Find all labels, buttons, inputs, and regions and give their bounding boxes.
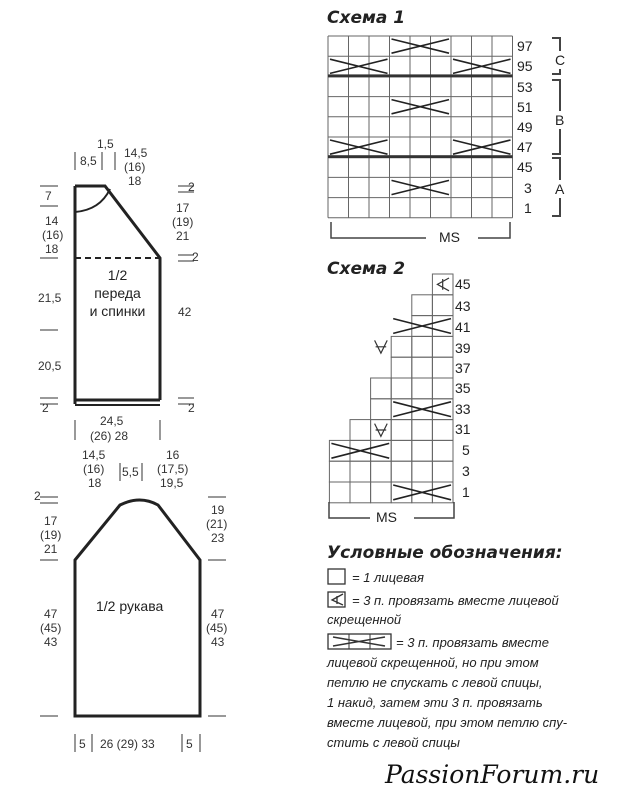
scheme2-row-31: 31: [455, 421, 471, 437]
sleeve-left-v6: (45): [40, 621, 62, 635]
sleeve-top-f: (17,5): [157, 462, 189, 476]
front-label-line2: переда: [94, 285, 141, 301]
front-right-v6: 42: [178, 305, 192, 319]
legend-item2-line1: = 3 п. провязать вместе лицевой: [352, 593, 559, 608]
sleeve-bottom-b: 26 (29) 33: [100, 737, 155, 751]
sleeve-right-v3: 23: [211, 531, 225, 545]
cross-stitch-icon: [327, 633, 393, 651]
front-bottom-b: (26) 28: [90, 429, 129, 443]
front-right-v5: 2: [192, 250, 199, 264]
front-left-v4: 18: [45, 242, 59, 256]
scheme2-row-33: 33: [455, 401, 471, 417]
legend-item3-line5: вместе лицевой, при этом петлю спу-: [327, 715, 568, 730]
scheme2-ms: MS: [376, 509, 397, 525]
front-right-v1: 2: [188, 180, 195, 194]
sleeve-left-v2: 17: [44, 514, 58, 528]
scheme2-row-3: 3: [462, 463, 470, 479]
front-left-v2: 14: [45, 214, 59, 228]
front-right-v3: (19): [172, 215, 194, 229]
sleeve-top-e: 16: [166, 448, 180, 462]
scheme2-row-5: 5: [462, 442, 470, 458]
sleeve-left-v1: 2: [34, 489, 41, 503]
front-bottom-a: 24,5: [100, 414, 124, 428]
scheme1-row-95: 95: [517, 58, 533, 74]
scheme1-row-49: 49: [517, 119, 533, 135]
sleeve-top-g: 19,5: [160, 476, 184, 490]
scheme2-row-1: 1: [462, 484, 470, 500]
sleeve-top-a: 14,5: [82, 448, 106, 462]
front-top-e: 18: [128, 174, 142, 188]
sleeve-left-v5: 47: [44, 607, 58, 621]
sleeve-label: 1/2 рукава: [96, 598, 164, 614]
scheme2-row-37: 37: [455, 360, 471, 376]
front-top-a: 1,5: [97, 137, 114, 151]
sleeve-left-v3: (19): [40, 528, 62, 542]
legend-item3-line4: 1 накид, затем эти 3 п. провязать: [327, 695, 543, 710]
scheme2-row-39: 39: [455, 340, 471, 356]
scheme1-row-3: 3: [524, 180, 532, 196]
legend-item3-line1: = 3 п. провязать вместе: [396, 635, 549, 650]
scheme1-row-45: 45: [517, 159, 533, 175]
front-right-v7: 2: [188, 401, 195, 415]
legend-title: Условные обозначения:: [327, 543, 563, 563]
sleeve-left-v7: 43: [44, 635, 58, 649]
scheme1-row-1: 1: [524, 200, 532, 216]
legend-item2-line2: скрещенной: [327, 612, 402, 627]
front-top-b: 8,5: [80, 154, 97, 168]
front-left-v3: (16): [42, 228, 64, 242]
sleeve-bottom-c: 5: [186, 737, 193, 751]
scheme1-section-c: C: [555, 52, 566, 68]
front-right-v4: 21: [176, 229, 190, 243]
k3tog-tbl-icon: [327, 591, 347, 609]
sleeve-right-v4: 47: [211, 607, 225, 621]
front-top-c: 14,5: [124, 146, 148, 160]
sleeve-right-v1: 19: [211, 503, 225, 517]
sleeve-top-c: 18: [88, 476, 102, 490]
scheme2-row-45: 45: [455, 276, 471, 292]
knit-stitch-icon: [327, 568, 347, 586]
front-left-v1: 7: [45, 189, 52, 203]
sleeve-top-b: (16): [83, 462, 105, 476]
legend-item3-line2: лицевой скрещенной, но при этом: [327, 655, 539, 670]
scheme1-row-47: 47: [517, 139, 533, 155]
front-top-d: (16): [124, 160, 146, 174]
watermark: PassionForum.ru: [385, 760, 600, 789]
scheme1-section-b: B: [555, 112, 565, 128]
scheme1-title: Схема 1: [327, 8, 406, 28]
scheme2-title: Схема 2: [327, 259, 406, 279]
front-label-line3: и спинки: [89, 303, 146, 319]
scheme1-row-53: 53: [517, 79, 533, 95]
legend-item1: = 1 лицевая: [352, 570, 424, 585]
scheme2-row-43: 43: [455, 298, 471, 314]
front-right-v2: 17: [176, 201, 190, 215]
sleeve-right-v6: 43: [211, 635, 225, 649]
sleeve-bottom-a: 5: [79, 737, 86, 751]
front-label: [75, 266, 160, 320]
scheme2-grid: [326, 272, 466, 512]
sleeve-left-v4: 21: [44, 542, 58, 556]
front-left-v7: 2: [42, 401, 49, 415]
sleeve-right-v5: (45): [206, 621, 228, 635]
sleeve-top-d: 5,5: [122, 465, 139, 479]
legend-item3-line3: петлю не спускать с левой спицы,: [327, 675, 543, 690]
scheme1-section-a: A: [555, 181, 565, 197]
scheme2-row-35: 35: [455, 380, 471, 396]
scheme1-ms: MS: [439, 229, 460, 245]
scheme1-ms-bracket: [326, 220, 516, 244]
scheme2-row-41: 41: [455, 319, 471, 335]
legend-item3-line6: стить с левой спицы: [327, 735, 460, 750]
scheme1-row-51: 51: [517, 99, 533, 115]
front-left-v5: 21,5: [38, 291, 62, 305]
front-label-line1: 1/2: [107, 267, 128, 283]
scheme1-row-97: 97: [517, 38, 533, 54]
sleeve-right-v2: (21): [206, 517, 228, 531]
front-left-v6: 20,5: [38, 359, 62, 373]
